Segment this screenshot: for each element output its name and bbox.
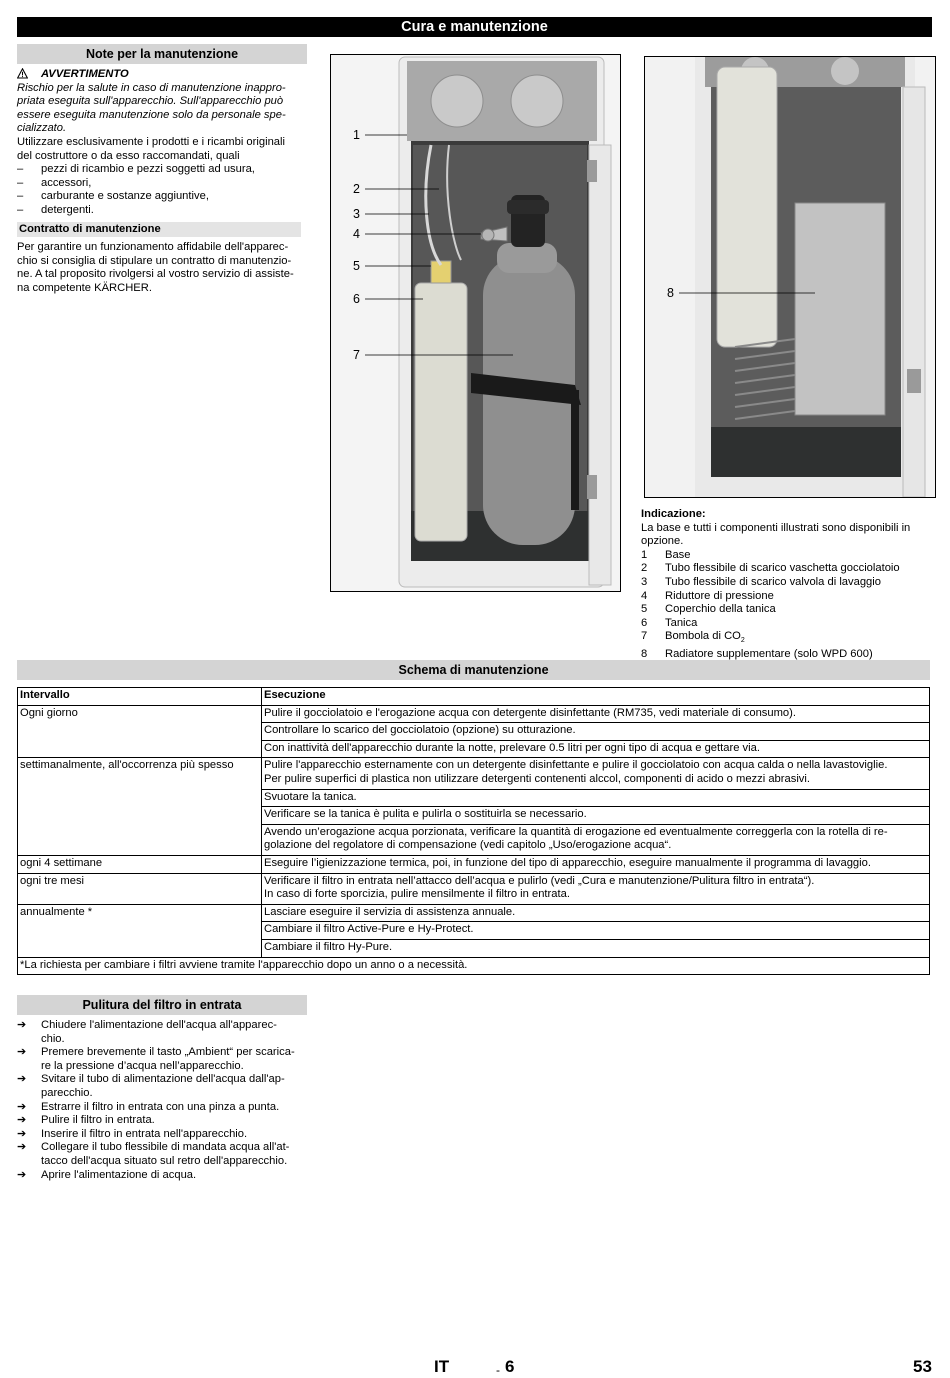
table-row (18, 904, 930, 922)
contract-text (17, 241, 307, 295)
legend-note: La base e tutti i componenti illustrati sono disponibili in (641, 521, 911, 534)
contract-heading: Contratto di manutenzione (17, 222, 301, 237)
interval-cell: annualmente * (18, 904, 262, 957)
arrow-right-icon: ➔ (17, 1141, 27, 1154)
interval-cell: ogni tre mesi (18, 873, 262, 904)
execution-cell: Eseguire l’igienizzazione termica, poi, in funzione del tipo di apparecchio, eseguire manualmente il programma di lavaggio. (262, 855, 930, 873)
contract-line: ne. A tal proposito rivolgersi al vostro servizio di assiste- (17, 268, 294, 281)
arrow-right-icon: ➔ (17, 1168, 27, 1181)
maintenance-notes-heading: Note per la manutenzione (17, 44, 307, 64)
filter-cleaning-steps (17, 1019, 309, 1182)
list-item: – carburante e sostanze aggiuntive, (17, 190, 209, 203)
execution-cell: Lasciare eseguire il servizia di assistenza annuale. (262, 904, 930, 922)
warning-line: Rischio per la salute in caso di manutenzione inappro- (17, 81, 286, 94)
execution-cell: Controllare lo scarico del gocciolatoio (opzione) su otturazione. (262, 723, 930, 741)
column-header-interval: Intervallo (18, 688, 262, 706)
intro-line: Utilizzare esclusivamente i prodotti e i ricambi originali (17, 135, 285, 148)
table-row (18, 758, 930, 789)
warning-line: essere eseguita manutenzione solo da personale spe- (17, 108, 286, 121)
legend-title: Indicazione: (641, 508, 706, 520)
intro-line: del costruttore o da esso raccomandati, quali (17, 149, 240, 162)
interval-cell: Ogni giorno (18, 705, 262, 758)
schedule-heading: Schema di manutenzione (17, 660, 930, 680)
section-title-bar: Cura e manutenzione (17, 17, 932, 37)
legend-note: opzione. (641, 535, 684, 548)
table-header-row (18, 688, 930, 706)
warning-block (17, 68, 307, 218)
callout-1: 1 (353, 128, 360, 142)
page-dash: - (496, 1363, 500, 1377)
column-header-execution: Esecuzione (262, 688, 930, 706)
interval-cell: settimanalmente, all'occorrenza più spesso (18, 758, 262, 856)
legend-item: 2 Tubo flessibile di scarico vaschetta gocciolatoio (641, 562, 900, 575)
contract-line: chio si consiglia di stipulare un contratto di manutenzio- (17, 254, 292, 267)
radiator-illustration (645, 57, 935, 497)
callout-6: 6 (353, 292, 360, 306)
arrow-right-icon: ➔ (17, 1114, 27, 1127)
step-item: ➔ Pulire il filtro in entrata. (17, 1114, 155, 1127)
language-code: IT (434, 1357, 450, 1376)
callout-5: 5 (353, 259, 360, 273)
callout-8: 8 (667, 286, 674, 300)
page-number: 53 (913, 1357, 932, 1376)
legend-item: 6 Tanica (641, 616, 698, 629)
arrow-right-icon: ➔ (17, 1100, 27, 1113)
maintenance-schedule-table (17, 687, 930, 975)
execution-cell: Cambiare il filtro Active-Pure e Hy-Protect. (262, 922, 930, 940)
execution-cell: Verificare se la tanica è pulita e pulirla o sostituirla se necessario. (262, 807, 930, 825)
legend-item: 1 Base (641, 548, 691, 561)
contract-line: na competente KÄRCHER. (17, 281, 152, 294)
table-row (18, 855, 930, 873)
execution-cell: Pulire l'apparecchio esternamente con un detergente disinfettante e pulire il gocciolatoio con acqua calda o nella lavastoviglie. Per pulire superfici di plastica non utilizzare detergenti contenenti alccol, componenti di acido o mezzi abrasivi. (262, 758, 930, 789)
list-item: – detergenti. (17, 203, 94, 216)
execution-cell: Avendo un’erogazione acqua porzionata, verificare la quantità di erogazione ed eventualmente correggerla con la rotella di re- golazione del regolatore di compensazione (vedi capitolo „Uso/erogazione acqua“. (262, 824, 930, 855)
callout-7: 7 (353, 348, 360, 362)
execution-cell: Con inattività dell'apparecchio durante la notte, prelevare 0.5 litri per ogni tipo di acqua e gettare via. (262, 740, 930, 758)
step-item: ➔ Chiudere l'alimentazione dell'acqua all'apparec- chio. (17, 1019, 277, 1045)
list-item: – pezzi di ricambio e pezzi soggetti ad usura, (17, 163, 255, 176)
arrow-right-icon: ➔ (17, 1073, 27, 1086)
legend-item: 5 Coperchio della tanica (641, 603, 776, 616)
step-item: ➔ Svitare il tubo di alimentazione dell'acqua dall'ap- parecchio. (17, 1073, 285, 1099)
contract-line: Per garantire un funzionamento affidabile dell'apparec- (17, 241, 289, 253)
radiator-photo (644, 56, 936, 498)
table-footnote: *La richiesta per cambiare i filtri avviene tramite l'apparecchio dopo un anno o a necessità. (18, 957, 930, 975)
step-item: ➔ Collegare il tubo flessibile di mandata acqua all'at- tacco dell'acqua situato sul retro dell'apparecchio. (17, 1141, 290, 1167)
execution-cell: Pulire il gocciolatoio e l'erogazione acqua con detergente disinfettante (RM735, vedi materiale di consumo). (262, 705, 930, 723)
table-footnote-row (18, 957, 930, 975)
execution-cell: Cambiare il filtro Hy-Pure. (262, 939, 930, 957)
arrow-right-icon: ➔ (17, 1019, 27, 1031)
interval-cell: ogni 4 settimane (18, 855, 262, 873)
step-item: ➔ Estrarre il filtro in entrata con una pinza a punta. (17, 1100, 280, 1113)
table-row (18, 705, 930, 723)
warning-label: AVVERTIMENTO (41, 68, 129, 80)
photo-legend (641, 508, 935, 662)
warning-title (17, 68, 307, 82)
filter-cleaning-heading: Pulitura del filtro in entrata (17, 995, 307, 1015)
callout-3: 3 (353, 207, 360, 221)
callout-2: 2 (353, 182, 360, 196)
arrow-right-icon: ➔ (17, 1046, 27, 1059)
warning-line: cializzato. (17, 122, 67, 135)
execution-cell: Verificare il filtro in entrata nell’attacco dell’acqua e pulirlo (vedi „Cura e manutenzione/Pulitura filtro in entrata“). In caso di forte sporcizia, pulire mensilmente il filtro in entrata. (262, 873, 930, 904)
warning-line: priata eseguita sull'apparecchio. Sull'apparecchio può (17, 95, 284, 108)
table-row (18, 873, 930, 904)
cabinet-illustration (331, 55, 620, 591)
arrow-right-icon: ➔ (17, 1127, 27, 1140)
step-item: ➔ Aprire l'alimentazione di acqua. (17, 1168, 197, 1181)
warning-triangle-icon (17, 68, 28, 84)
legend-item: 3 Tubo flessibile di scarico valvola di lavaggio (641, 575, 881, 588)
step-item: ➔ Inserire il filtro in entrata nell'apparecchio. (17, 1127, 248, 1140)
list-item: – accessori, (17, 176, 92, 189)
legend-item: 8 Radiatore supplementare (solo WPD 600) (641, 648, 873, 661)
page-number-small: 6 (505, 1357, 515, 1376)
callout-4: 4 (353, 227, 360, 241)
legend-item: 7 Bombola di $CO_2$ (641, 630, 745, 645)
cabinet-photo (330, 54, 621, 592)
legend-item: 4 Riduttore di pressione (641, 589, 774, 602)
execution-cell: Svuotare la tanica. (262, 789, 930, 807)
step-item: ➔ Premere brevemente il tasto „Ambient“ per scarica- re la pressione d’acqua nell’apparecchio. (17, 1046, 295, 1072)
